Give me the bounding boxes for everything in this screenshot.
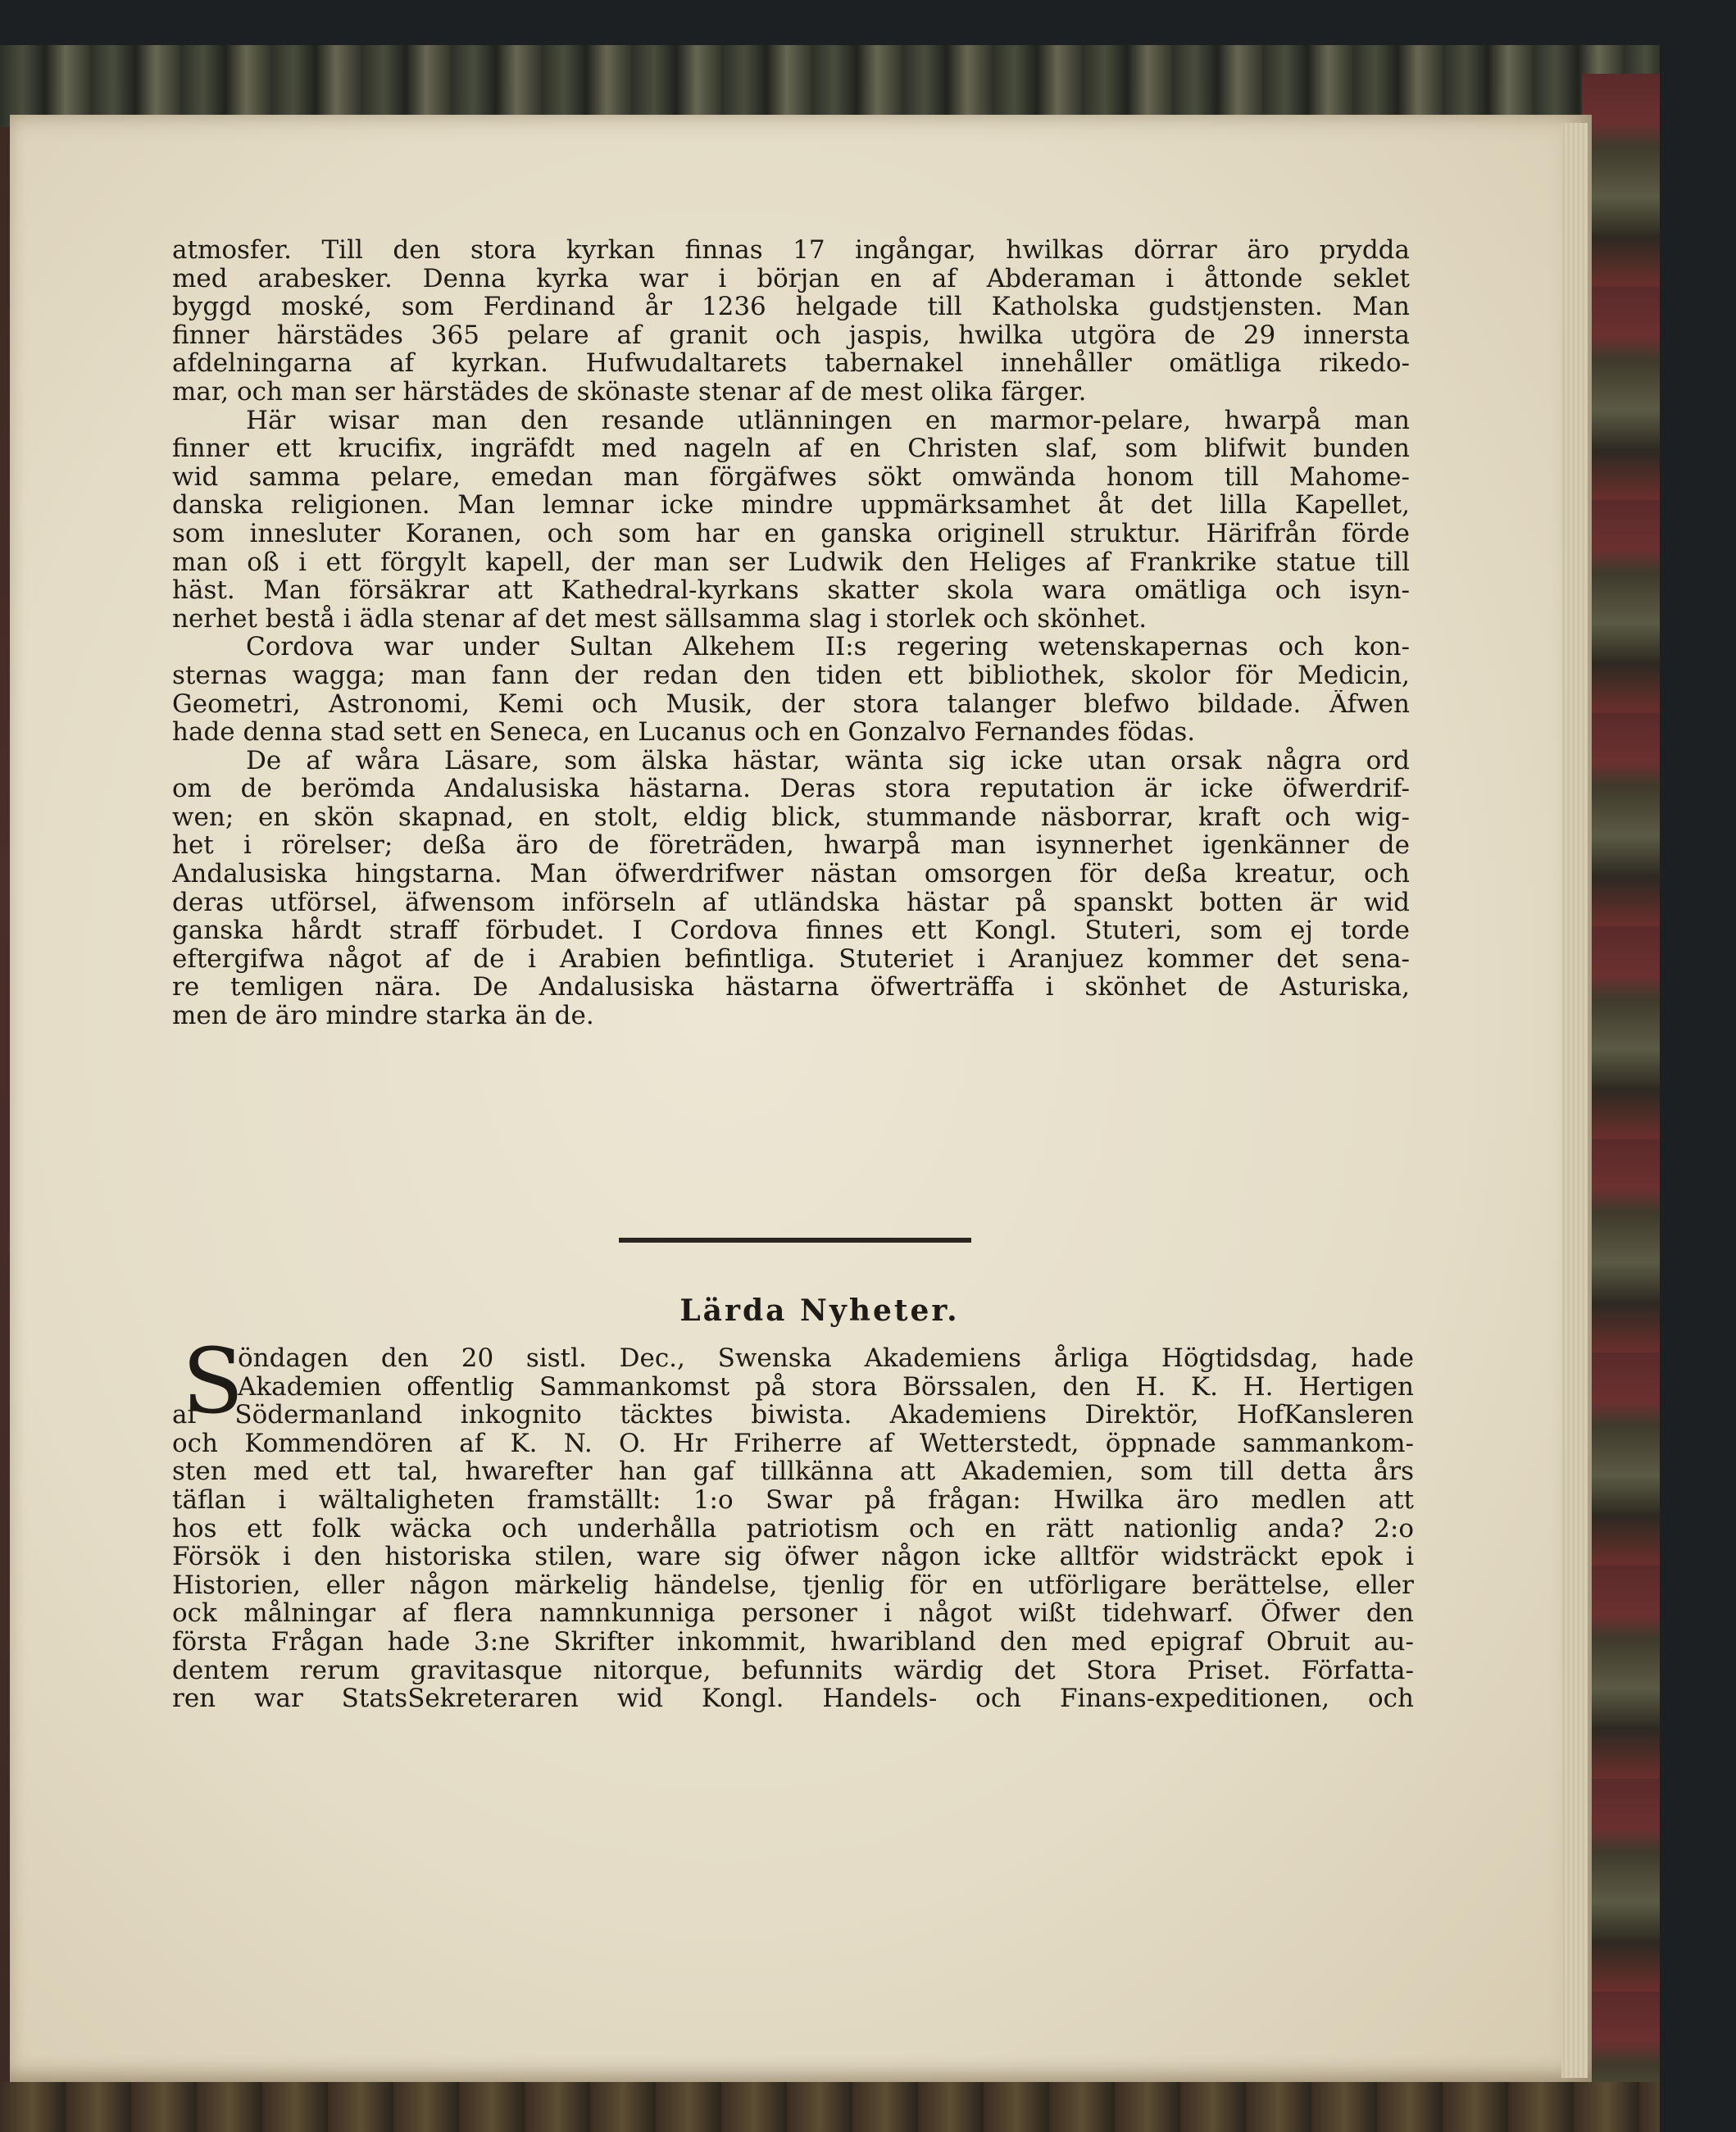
- text-line: och Kommendören af K. N. O. Hr Friherre af Wetterstedt, öppnade sammankom-: [172, 1429, 1414, 1458]
- text-line: danska religionen. Man lemnar icke mindre uppmärksamhet åt det lilla Kapellet,: [172, 491, 1410, 520]
- text-line: af Södermanland inkognito täcktes biwista. Akademiens Direktör, HofKansleren: [172, 1401, 1414, 1430]
- text-line: öndagen den 20 sistl. Dec., Swenska Akademiens årliga Högtidsdag, hade: [238, 1344, 1414, 1373]
- text-line: finner härstädes 365 pelare af granit och jaspis, hwilka utgöra de 29 innersta: [172, 320, 1410, 350]
- text-line: wid samma pelare, emedan man förgäfwes sökt omwända honom till Mahome-: [172, 462, 1410, 492]
- text-line: Akademien offentlig Sammankomst på stora Börssalen, den H. K. H. Hertigen: [238, 1372, 1414, 1402]
- text-line: deras utförsel, äfwensom införseln af utländska hästar på spanskt botten är wid: [172, 888, 1410, 917]
- text-line: med arabesker. Denna kyrka war i början en af Abderaman i åttonde seklet: [172, 264, 1410, 293]
- text-line: sternas wagga; man fann der redan den tiden ett bibliothek, skolor för Medicin,: [172, 661, 1410, 690]
- text-line: ren war StatsSekreteraren wid Kongl. Handels- och Finans-expeditionen, och: [172, 1684, 1414, 1713]
- text-line: häst. Man försäkrar att Kathedral-kyrkans skatter skola wara omätliga och isyn-: [172, 576, 1410, 605]
- text-line: finner ett krucifix, ingräfdt med nageln af en Christen slaf, som blifwit bunden: [172, 434, 1410, 463]
- text-line: dentem rerum gravitasque nitorque, befunnits wärdig det Stora Priset. Författa-: [172, 1656, 1414, 1685]
- text-line: hade denna stad sett en Seneca, en Lucanus och en Gonzalvo Fernandes födas.: [172, 718, 1196, 747]
- text-line: som innesluter Koranen, och som har en ganska originell struktur. Härifrån förde: [172, 519, 1410, 548]
- text-line: De af wåra Läsare, som älska hästar, wänta sig icke utan orsak några ord: [246, 746, 1410, 775]
- text-line: ock målningar af flera namnkunniga personer i något wißt tidehwarf. Öfwer den: [172, 1599, 1414, 1628]
- text-line: het i rörelser; deßa äro de företräden, hwarpå man isynnerhet igenkänner de: [172, 831, 1410, 861]
- section-divider: [619, 1238, 971, 1243]
- article-text: [172, 236, 1410, 1030]
- text-line: man oß i ett förgylt kapell, der man ser Ludwik den Heliges af Frankrike statue till: [172, 548, 1410, 577]
- text-line: Cordova war under Sultan Alkehem II:s regering wetenskapernas och kon-: [246, 633, 1410, 661]
- text-line: wen; en skön skapnad, en stolt, eldig blick, stummande näsborrar, kraft och wig-: [172, 802, 1410, 832]
- text-line: nerhet bestå i ädla stenar af det mest sällsamma slag i storlek och skönhet.: [172, 604, 1147, 634]
- text-line: Försök i den historiska stilen, ware sig öfwer någon icke alltför widsträckt epok i: [172, 1543, 1414, 1571]
- text-line: hos ett folk wäcka och underhålla patriotism och en rätt nationlig anda? 2:o: [172, 1514, 1414, 1543]
- text-line: atmosfer. Till den stora kyrkan finnas 17 ingångar, hwilkas dörrar äro prydda: [172, 236, 1410, 265]
- text-line: re temligen nära. De Andalusiska hästarna öfwerträffa i skönhet de Asturiska,: [172, 973, 1410, 1002]
- text-line: men de äro mindre starka än de.: [172, 1002, 594, 1030]
- cover-marbled-bottom: [0, 2082, 1660, 2132]
- text-line: afdelningarna af kyrkan. Hufwudaltarets tabernakel innehåller omätliga rikedo-: [172, 349, 1410, 378]
- cover-marbled-right: [1582, 74, 1660, 2131]
- text-line: Geometri, Astronomi, Kemi och Musik, der stora talanger blefwo bildade. Äfwen: [172, 689, 1410, 719]
- text-line: mar, och man ser härstädes de skönaste stenar af de mest olika färger.: [172, 377, 1087, 407]
- text-line: Här wisar man den resande utlänningen en marmor-pelare, hwarpå man: [246, 406, 1410, 435]
- text-line: ganska hårdt straff förbudet. I Cordova finnes ett Kongl. Stuteri, som ej torde: [172, 916, 1410, 945]
- section-text: [172, 1344, 1414, 1713]
- text-line: sten med ett tal, hwarefter han gaf tillkänna att Akademien, som till detta års: [172, 1457, 1414, 1486]
- text-line: om de berömda Andalusiska hästarna. Deras stora reputation är icke öfwerdrif-: [172, 775, 1410, 803]
- section-heading: Lärda Nyheter.: [679, 1293, 960, 1328]
- text-line: byggd moské, som Ferdinand år 1236 helgade till Katholska gudstjensten. Man: [172, 293, 1410, 321]
- page-edges: [1561, 123, 1588, 2078]
- text-line: Andalusiska hingstarna. Man öfwerdrifwer nästan omsorgen för deßa kreatur, och: [172, 860, 1410, 889]
- text-line: Historien, eller någon märkelig händelse, tjenlig för en utförligare berättelse, eller: [172, 1571, 1414, 1600]
- text-line: täflan i wältaligheten framställt: 1:o Swar på frågan: Hwilka äro medlen att: [172, 1485, 1414, 1515]
- text-line: eftergifwa något af de i Arabien befintliga. Stuteriet i Aranjuez kommer det sena-: [172, 944, 1410, 974]
- text-line: första Frågan hade 3:ne Skrifter inkommit, hwaribland den med epigraf Obruit au-: [172, 1627, 1414, 1657]
- drop-cap: S: [182, 1329, 244, 1434]
